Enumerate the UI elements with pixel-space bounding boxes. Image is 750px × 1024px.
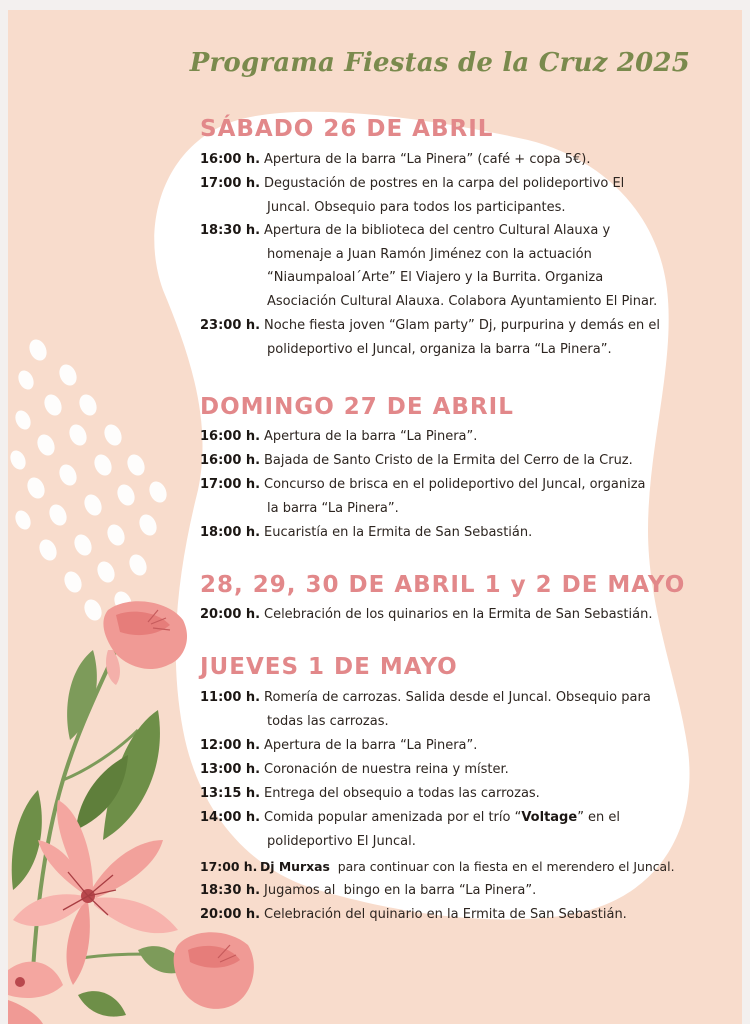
event-time: 20:00 h. <box>200 607 261 622</box>
event-text: Degustación de postres en la carpa del polideportivo El <box>264 176 625 191</box>
event-text: Jugamos al bingo en la barra “La Pinera”. <box>264 883 537 898</box>
event-item <box>200 314 700 361</box>
event-item <box>200 148 700 172</box>
event-time: 13:15 h. <box>200 786 261 801</box>
event-item <box>200 903 700 927</box>
event-item <box>200 449 700 473</box>
event-text-continuation: polideportivo El Juncal. <box>267 833 416 849</box>
event-time: 17:00 h. <box>200 176 261 191</box>
day-heading: JUEVES 1 DE MAYO <box>200 654 458 680</box>
event-time: 20:00 h. <box>200 907 261 922</box>
event-text: Noche fiesta joven “Glam party” Dj, purpurina y demás en el <box>264 318 661 333</box>
event-text: Entrega del obsequio a todas las carrozas. <box>264 786 540 801</box>
event-text: Apertura de la biblioteca del centro Cultural Alauxa y <box>264 223 611 238</box>
event-item <box>200 806 700 853</box>
event-text: Bajada de Santo Cristo de la Ermita del Cerro de la Cruz. <box>264 453 633 468</box>
event-time: 13:00 h. <box>200 762 261 777</box>
event-time: 12:00 h. <box>200 738 261 753</box>
event-time: 18:00 h. <box>200 525 261 540</box>
event-text: Apertura de la barra “La Pinera”. <box>264 429 478 444</box>
event-item <box>200 172 700 219</box>
event-item <box>200 425 700 449</box>
bell-flower-bottom <box>174 932 254 1009</box>
event-time: 11:00 h. <box>200 690 261 705</box>
day-heading: 28, 29, 30 DE ABRIL 1 y 2 DE MAYO <box>200 572 686 598</box>
corner-flower <box>8 962 63 1024</box>
event-item <box>200 734 700 758</box>
event-text-continuation: la barra “La Pinera”. <box>267 500 399 516</box>
event-time: 17:00 h. <box>200 859 258 874</box>
event-text-continuation: polideportivo el Juncal, organiza la barra “La Pinera”. <box>267 341 612 357</box>
event-time: 17:00 h. <box>200 477 261 492</box>
event-text: Concurso de brisca en el polideportivo del Juncal, organiza <box>264 477 646 492</box>
event-time: 18:30 h. <box>200 223 261 238</box>
event-time: 16:00 h. <box>200 429 261 444</box>
event-text: Eucaristía en la Ermita de San Sebastián. <box>264 525 533 540</box>
event-item <box>200 686 700 733</box>
event-time: 14:00 h. <box>200 810 261 825</box>
event-text: Apertura de la barra “La Pinera” (café + copa 5€). <box>264 152 591 167</box>
poster <box>8 10 742 1024</box>
day-heading: SÁBADO 26 DE ABRIL <box>200 116 494 142</box>
event-text: Celebración del quinario en la Ermita de San Sebastián. <box>264 907 627 922</box>
event-text-continuation: Asociación Cultural Alauxa. Colabora Ayuntamiento El Pinar. <box>267 293 658 309</box>
day-heading: DOMINGO 27 DE ABRIL <box>200 394 514 420</box>
event-item <box>200 219 700 313</box>
page-title: Programa Fiestas de la Cruz 2025 <box>189 48 690 78</box>
event-text: para continuar con la fiesta en el merendero el Juncal. <box>329 859 675 874</box>
event-text-continuation: homenaje a Juan Ramón Jiménez con la actuación <box>267 246 592 262</box>
event-time: 16:00 h. <box>200 453 261 468</box>
event-item <box>200 879 700 903</box>
event-item <box>200 782 700 806</box>
event-text: Romería de carrozas. Salida desde el Juncal. Obsequio para <box>264 690 651 705</box>
event-time: 16:00 h. <box>200 152 261 167</box>
band-name: Voltage <box>521 810 578 825</box>
event-time: 23:00 h. <box>200 318 261 333</box>
event-text: Coronación de nuestra reina y míster. <box>264 762 509 777</box>
bell-flower-top <box>103 601 187 685</box>
dj-name: Dj Murxas <box>260 859 330 874</box>
event-text: ” en el <box>577 810 621 825</box>
event-item <box>200 855 700 879</box>
event-item <box>200 758 700 782</box>
event-time: 18:30 h. <box>200 883 261 898</box>
event-text-continuation: todas las carrozas. <box>267 713 389 729</box>
event-text: Comida popular amenizada por el trío “ <box>264 810 522 825</box>
event-item <box>200 521 700 545</box>
event-text-continuation: Juncal. Obsequio para todos los participantes. <box>267 199 566 215</box>
event-text-continuation: “Niaumpaloal´Arte” El Viajero y la Burrita. Organiza <box>267 270 604 285</box>
event-text: Apertura de la barra “La Pinera”. <box>264 738 478 753</box>
event-item <box>200 473 700 520</box>
event-item <box>200 603 700 627</box>
event-text: Celebración de los quinarios en la Ermita de San Sebastián. <box>264 607 653 622</box>
